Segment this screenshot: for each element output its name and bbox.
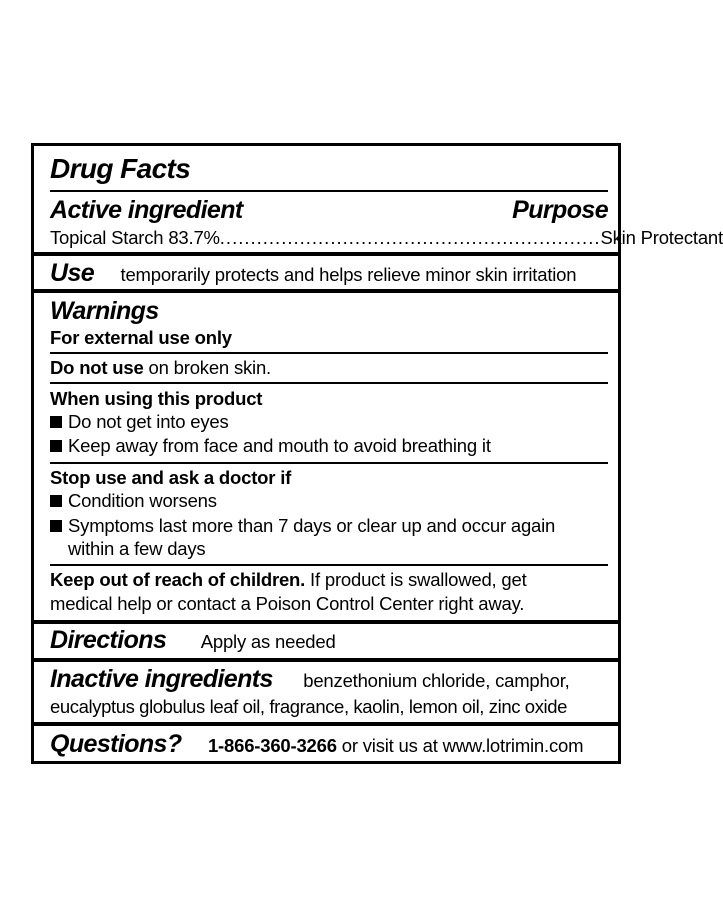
active-ingredient-header — [50, 195, 608, 225]
use-text: temporarily protects and helps relieve minor skin irritation — [120, 264, 577, 285]
drug-facts-content — [50, 146, 723, 761]
leader-dots: .............................................................. — [219, 227, 601, 248]
section-bar — [34, 658, 618, 662]
do-not-use-text: on broken skin. — [143, 357, 271, 378]
divider — [50, 382, 608, 384]
questions-heading: Questions? — [50, 730, 182, 758]
when-using-item: Do not get into eyes — [50, 410, 608, 434]
bullet-square-icon — [50, 440, 62, 452]
keep-out-warning — [50, 568, 608, 592]
active-ingredient-name: Topical Starch 83.7% — [50, 227, 220, 248]
inactive-text-continued: eucalyptus globulus leaf oil, fragrance, kaolin, lemon oil, zinc oxide — [50, 696, 568, 717]
directions-text: Apply as needed — [200, 631, 336, 652]
stop-use-heading: Stop use and ask a doctor if — [50, 467, 292, 488]
bullet-square-icon — [50, 520, 62, 532]
active-ingredient-purpose: Skin Protectant — [600, 227, 723, 248]
use-heading: Use — [50, 259, 95, 287]
do-not-use-label: Do not use — [50, 357, 144, 378]
stop-use-item: Condition worsens — [50, 489, 608, 513]
keep-out-text: If product is swallowed, get — [305, 569, 527, 590]
divider — [50, 352, 608, 354]
stop-use-item-continued: within a few days — [68, 538, 206, 559]
questions-phone: 1-866-360-3266 — [207, 735, 337, 756]
bullet-square-icon — [50, 495, 62, 507]
stop-use-item: Symptoms last more than 7 days or clear up and occur again — [50, 514, 608, 538]
warnings-heading: Warnings — [50, 297, 159, 325]
directions-heading: Directions — [50, 626, 167, 654]
inactive-section — [50, 664, 608, 694]
drug-facts-title: Drug Facts — [50, 153, 191, 184]
inactive-text: benzethonium chloride, camphor, — [303, 670, 570, 691]
do-not-use-warning — [50, 356, 608, 380]
inactive-heading: Inactive ingredients — [50, 665, 273, 693]
keep-out-text-continued: medical help or contact a Poison Control Center right away. — [50, 593, 525, 614]
section-bar — [34, 722, 618, 726]
section-bar — [34, 289, 618, 293]
when-using-heading: When using this product — [50, 388, 263, 409]
bullet-square-icon — [50, 416, 62, 428]
active-ingredient-row — [50, 226, 723, 250]
divider — [50, 462, 608, 464]
when-using-item: Keep away from face and mouth to avoid breathing it — [50, 434, 608, 458]
active-ingredient-heading: Active ingredient — [50, 196, 243, 224]
questions-text: or visit us at www.lotrimin.com — [336, 735, 584, 756]
purpose-heading: Purpose — [512, 196, 608, 224]
section-bar — [34, 252, 618, 256]
questions-section — [50, 729, 608, 759]
divider — [50, 564, 608, 566]
directions-section — [50, 625, 608, 655]
use-section — [50, 258, 608, 288]
section-bar — [34, 620, 618, 624]
keep-out-label: Keep out of reach of children. — [50, 569, 306, 590]
drug-facts-panel — [31, 143, 723, 764]
divider — [50, 190, 608, 192]
external-use-warning: For external use only — [50, 327, 232, 348]
